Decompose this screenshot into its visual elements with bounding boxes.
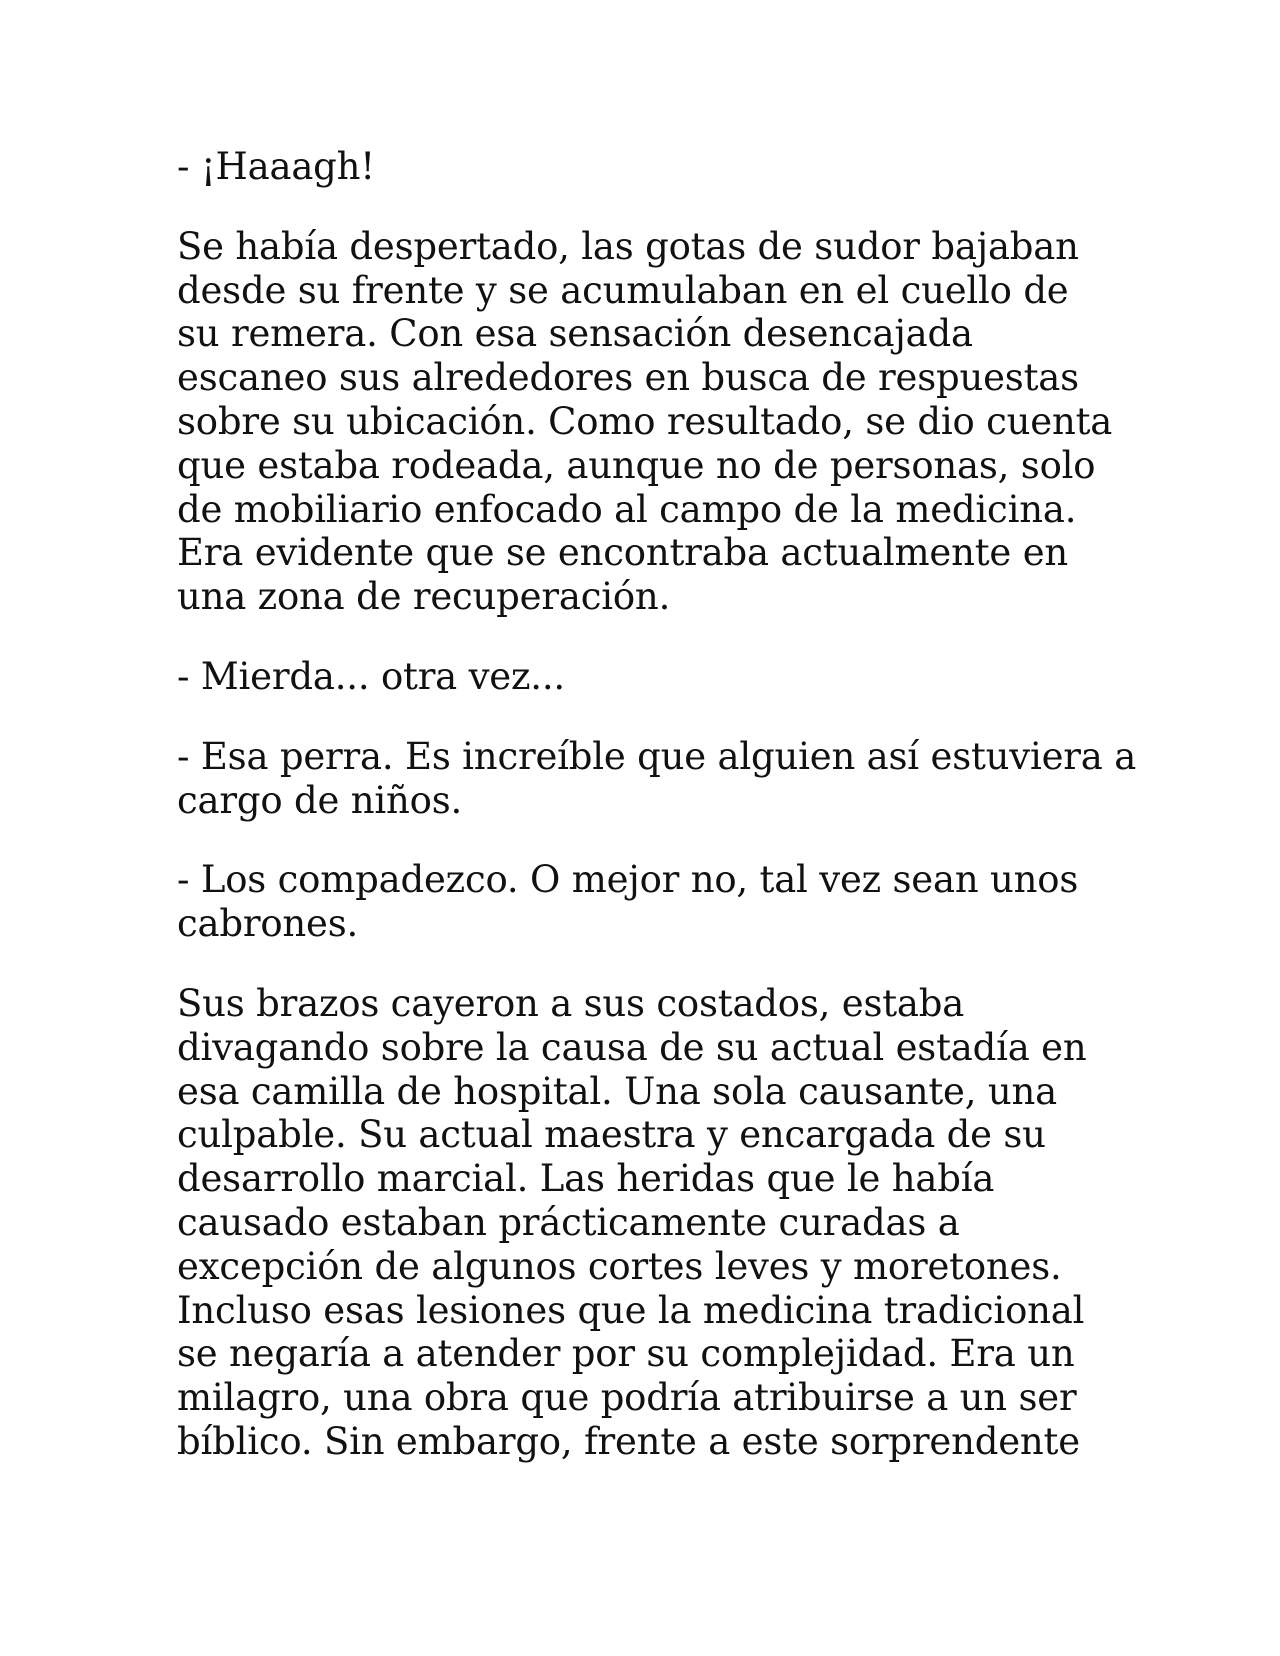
paragraph-dialogue-2 <box>177 734 1137 823</box>
text-line: cargo de niños. <box>177 778 463 822</box>
text-line: escaneo sus alrededores en busca de respuestas <box>177 356 1079 400</box>
text-line: - ¡Haaagh! <box>177 145 375 188</box>
text-line: - Mierda... otra vez... <box>177 654 565 698</box>
text-line: desarrollo marcial. Las heridas que le había <box>177 1157 995 1201</box>
text-line: que estaba rodeada, aunque no de personas, solo <box>177 443 1096 487</box>
text-line: milagro, una obra que podría atribuirse a un ser <box>177 1376 1077 1420</box>
paragraph-dialogue-1 <box>177 655 1107 699</box>
text-line: excepción de algunos cortes leves y moretones. <box>177 1244 1062 1288</box>
paragraph-reflection <box>177 982 1107 1464</box>
text-line: - Los compadezco. O mejor no, tal vez sean unos <box>177 858 1079 902</box>
text-line: desde su frente y se acumulaban en el cuello de <box>177 268 1069 312</box>
paragraph-awakening <box>177 224 1113 619</box>
text-line: causado estaban prácticamente curadas a <box>177 1200 960 1244</box>
text-line: culpable. Su actual maestra y encargada de su <box>177 1113 1046 1157</box>
text-line: divagando sobre la causa de su actual estadía en <box>177 1025 1087 1069</box>
text-line: se negaría a atender por su complejidad. Era un <box>177 1332 1075 1376</box>
text-line: su remera. Con esa sensación desencajada <box>177 312 973 356</box>
paragraph-dialogue-3 <box>177 858 1107 946</box>
text-line: - Esa perra. Es increíble que alguien así estuviera a <box>177 734 1137 778</box>
text-line: esa camilla de hospital. Una sola causante, una <box>177 1069 1057 1113</box>
text-line: Sus brazos cayeron a sus costados, estaba <box>177 981 965 1025</box>
text-line: cabrones. <box>177 902 359 946</box>
body-text <box>177 145 1137 1500</box>
text-line: Era evidente que se encontraba actualmente en <box>177 531 1069 575</box>
paragraph-exclamation <box>177 145 1107 189</box>
text-line: Incluso esas lesiones que la medicina tradicional <box>177 1288 1085 1332</box>
text-line: de mobiliario enfocado al campo de la medicina. <box>177 487 1077 531</box>
text-line: sobre su ubicación. Como resultado, se dio cuenta <box>177 399 1113 443</box>
text-line: Se había despertado, las gotas de sudor bajaban <box>177 224 1079 268</box>
text-line: una zona de recuperación. <box>177 575 671 619</box>
text-line: bíblico. Sin embargo, frente a este sorprendente <box>177 1419 1080 1463</box>
